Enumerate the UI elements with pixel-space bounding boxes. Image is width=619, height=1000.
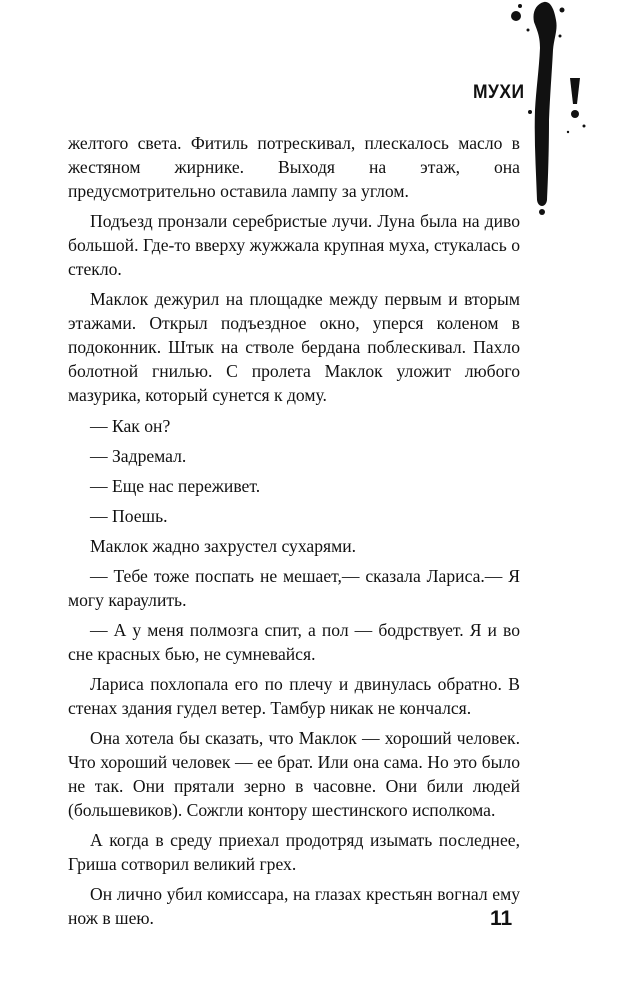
paragraph: — Еще нас переживет.	[90, 475, 261, 496]
page-number: 11	[490, 907, 513, 930]
paragraph: Он лично убил комиссара, на глазах крестьян вогнал ему нож в шею.	[68, 884, 520, 929]
paragraph: — Поешь.	[90, 505, 168, 526]
paragraph: — Задремал.	[90, 445, 187, 466]
paragraph: Маклок жадно захрустел сухарями.	[90, 535, 357, 556]
paragraph: — Как он?	[90, 415, 171, 436]
running-header-title: МУХИ	[473, 82, 525, 103]
paragraph: — А у меня полмозга спит, а пол — бодрствует. Я и во сне красных бью, не сумневайся.	[68, 619, 520, 664]
paragraph: желтого света. Фитиль потрескивал, плескалось масло в жестяном жирнике. Выходя на этаж, она предусмотрительно оставила лампу за углом.	[68, 133, 520, 202]
paragraph: — Тебе тоже поспать не мешает,— сказала Лариса.— Я могу караулить.	[68, 565, 520, 610]
paragraph: Она хотела бы сказать, что Маклок — хороший человек. Что хороший человек — ее брат. Или она сама. Но это было не так. Они прятали зерно в часовне. Они били людей (большевиков). Сожгли контору шестинского исполкома.	[68, 728, 520, 821]
paragraph: Подъезд пронзали серебристые лучи. Луна была на диво большой. Где-то вверху жужжала крупная муха, стукалась о стекло.	[68, 211, 520, 280]
paragraph: А когда в среду приехал продотряд изымать последнее, Гриша сотворил великий грех.	[68, 830, 520, 875]
paragraph: Маклок дежурил на площадке между первым и вторым этажами. Открыл подъездное окно, уперся коленом в подоконник. Штык на стволе бердана поблескивал. Пахло болотной гнилью. С пролета Маклок уложит любого мазурика, который сунется к дому.	[68, 289, 520, 406]
paragraph: Лариса похлопала его по плечу и двинулась обратно. В стенах здания гудел ветер. Тамбур никак не кончался.	[68, 673, 520, 718]
body-text	[68, 131, 520, 936]
